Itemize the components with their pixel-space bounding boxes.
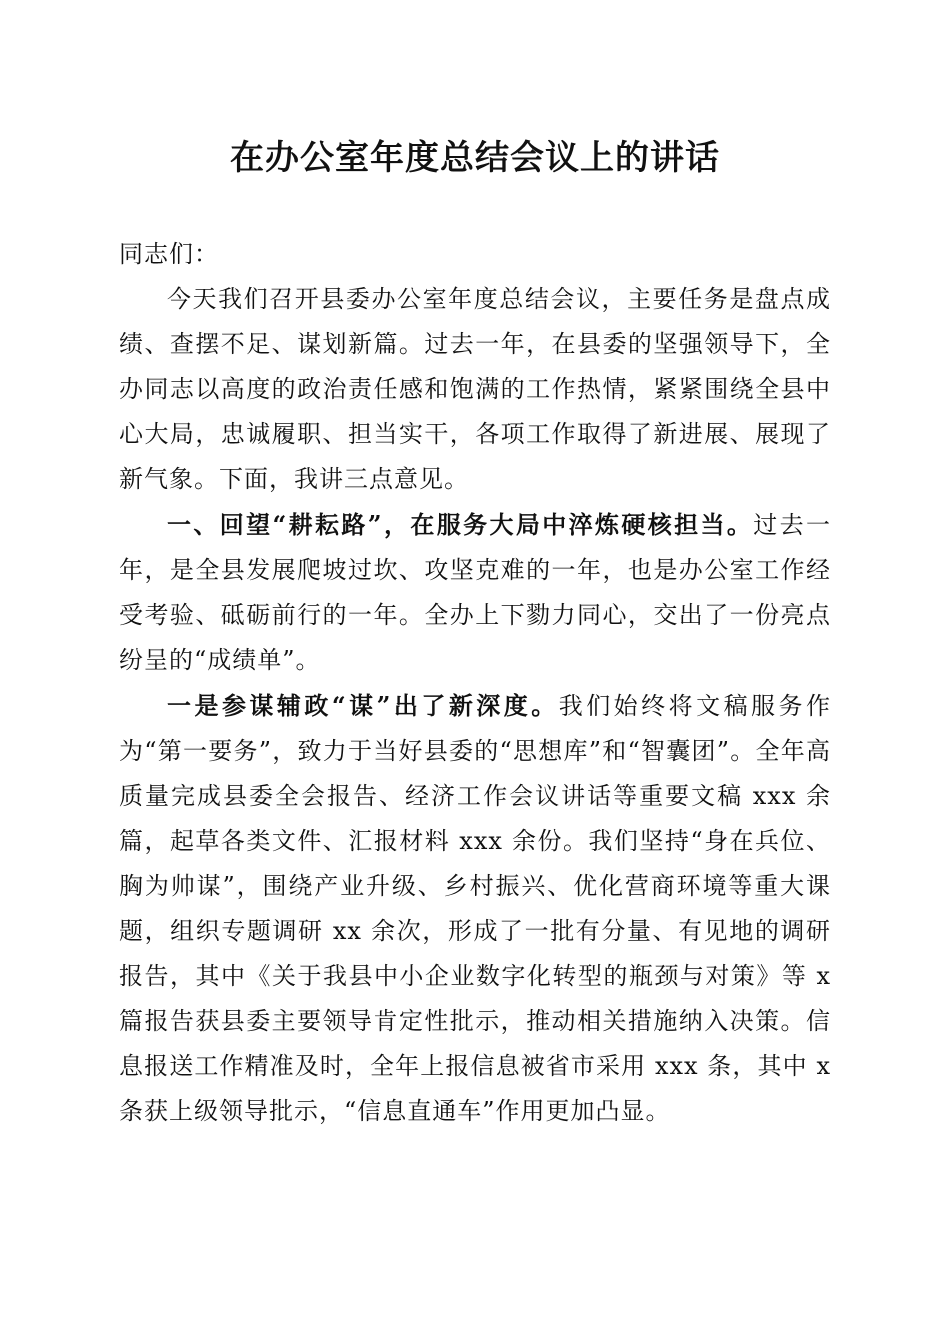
point-1-body: 我们始终将文稿服务作为“第一要务”，致力于当好县委的“思想库”和“智囊团”。全年高质量完成县委全会报告、经济工作会议讲话等重要文稿 xxx 余篇，起草各类文件、汇报材料 xxx 余份。我们坚持“身在兵位、胸为帅谋”，围绕产业升级、乡村振兴、优化营商环境等重大课题，组织专题调研 xx 余次，形成了一批有分量、有见地的调研报告，其中《关于我县中小企业数字化转型的瓶颈与对策》等 x 篇报告获县委主要领导肯定性批示，推动相关措施纳入决策。信息报送工作精准及时，全年上报信息被省市采用 xxx 条，其中 x 条获上级领导批示，“信息直通车”作用更加凸显。 (119, 692, 832, 1125)
document-title: 在办公室年度总结会议上的讲话 (230, 138, 720, 178)
intro-paragraph: 今天我们召开县委办公室年度总结会议，主要任务是盘点成绩、查摆不足、谋划新篇。过去一年，在县委的坚强领导下，全办同志以高度的政治责任感和饱满的工作热情，紧紧围绕全县中心大局，忠诚履职、担当实干，各项工作取得了新进展、展现了新气象。下面，我讲三点意见。 (119, 285, 831, 493)
salutation: 同志们： (119, 240, 219, 268)
point-1-paragraph (119, 683, 831, 1134)
section-1-heading: 一、回望“耕耘路”，在服务大局中淬炼硬核担当。 (167, 510, 754, 539)
section-1-body: 过去一年，是全县发展爬坡过坎、攻坚克难的一年，也是办公室工作经受考验、砥砺前行的一年。全办上下勠力同心，交出了一份亮点纷呈的“成绩单”。 (119, 511, 832, 674)
document-body (119, 232, 831, 1134)
section-1-paragraph (119, 502, 831, 683)
point-1-lead: 一是参谋辅政“谋”出了新深度。 (167, 691, 559, 720)
